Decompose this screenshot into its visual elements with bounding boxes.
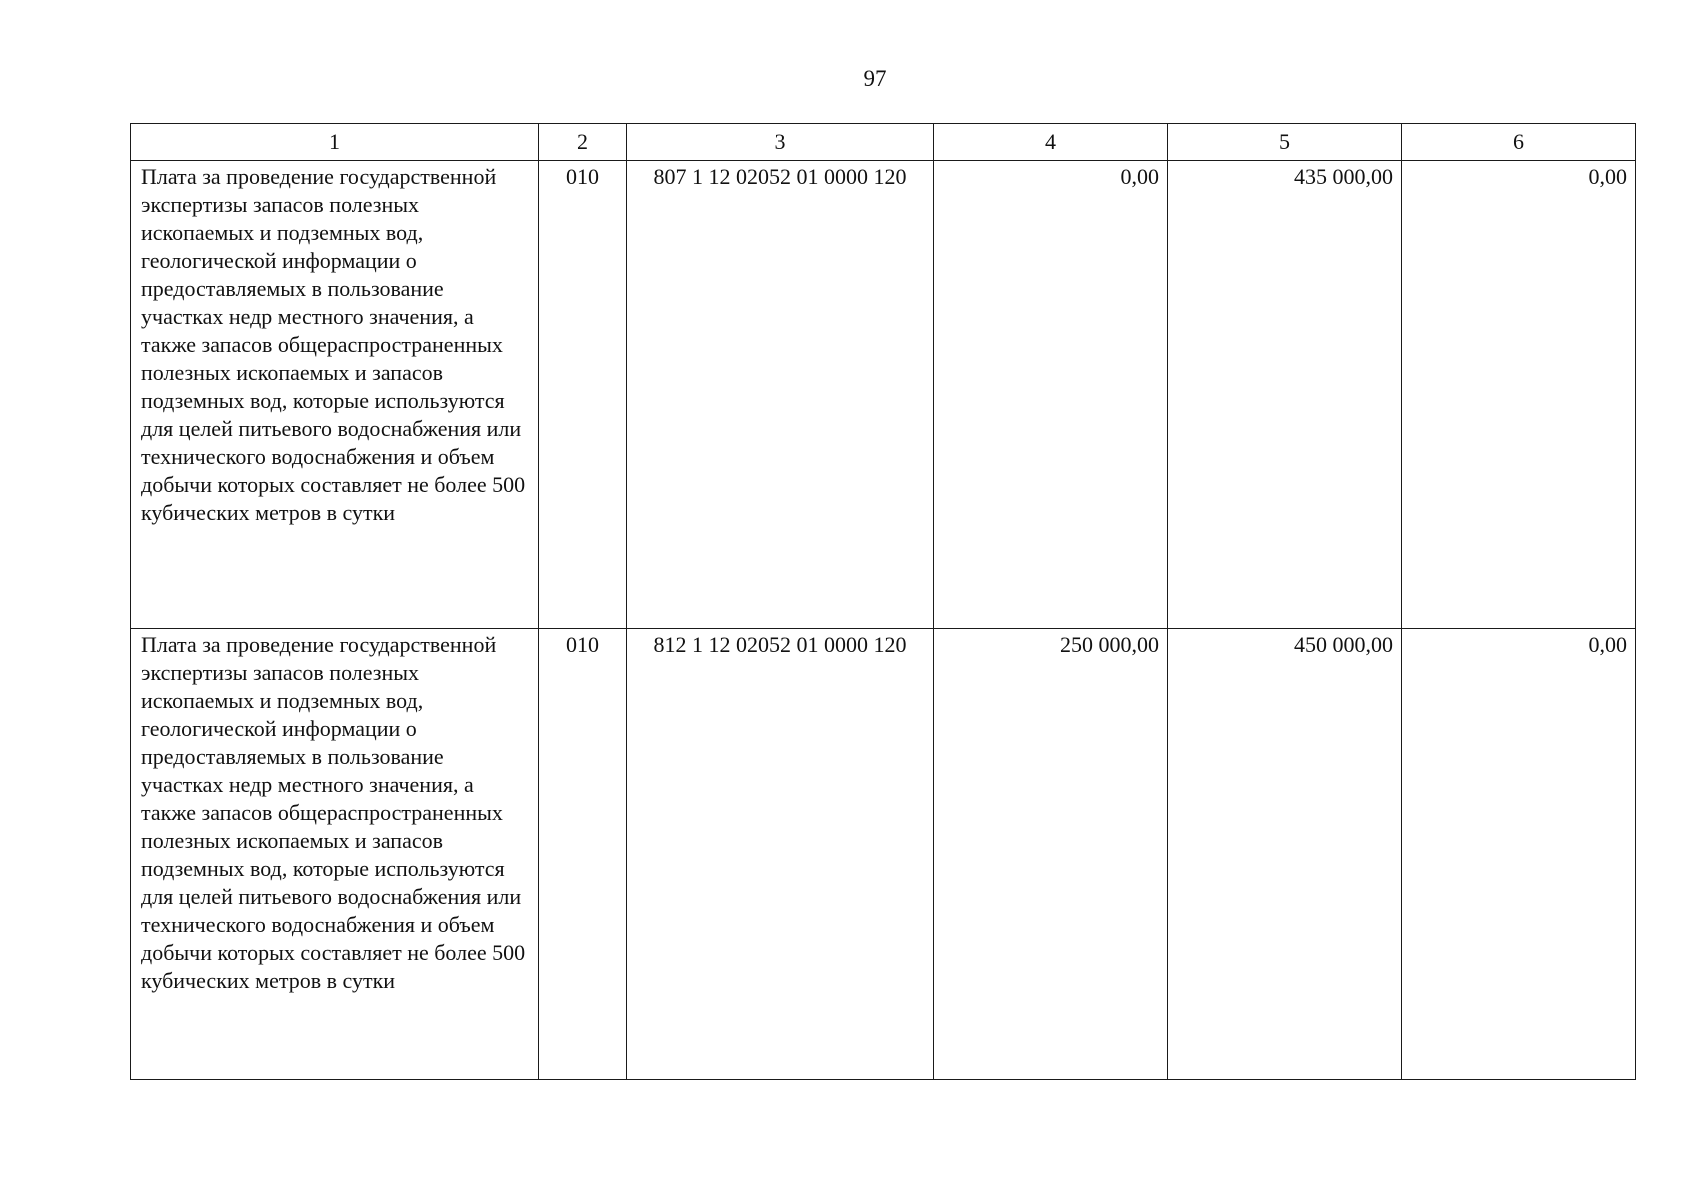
- row-value-col4: 250 000,00: [934, 629, 1168, 1080]
- page-number: 97: [863, 66, 887, 91]
- column-header-2: 2: [539, 124, 627, 161]
- row-description: Плата за проведение государственной экспертизы запасов полезных ископаемых и подземных вод, геологической информации о предоставляемых в пользование участках недр местного значения, а также запасов общераспространенных полезных ископаемых и запасов подземных вод, которые используются для целей питьевого водоснабжения или технического водоснабжения и объем добычи которых составляет не более 500 кубических метров в сутки: [131, 161, 539, 629]
- row-value-col6: 0,00: [1402, 161, 1636, 629]
- column-header-3: 3: [627, 124, 934, 161]
- column-header-6: 6: [1402, 124, 1636, 161]
- row-value-col5: 450 000,00: [1168, 629, 1402, 1080]
- row-description: Плата за проведение государственной экспертизы запасов полезных ископаемых и подземных вод, геологической информации о предоставляемых в пользование участках недр местного значения, а также запасов общераспространенных полезных ископаемых и запасов подземных вод, которые используются для целей питьевого водоснабжения или технического водоснабжения и объем добычи которых составляет не более 500 кубических метров в сутки: [131, 629, 539, 1080]
- row-budget-code: 807 1 12 02052 01 0000 120: [627, 161, 934, 629]
- table-row: [131, 629, 1636, 1080]
- row-line-code: 010: [539, 161, 627, 629]
- row-value-col6: 0,00: [1402, 629, 1636, 1080]
- table-row: [131, 161, 1636, 629]
- row-value-col5: 435 000,00: [1168, 161, 1402, 629]
- column-header-5: 5: [1168, 124, 1402, 161]
- revenue-table: [130, 123, 1636, 1080]
- row-value-col4: 0,00: [934, 161, 1168, 629]
- row-line-code: 010: [539, 629, 627, 1080]
- column-header-1: 1: [131, 124, 539, 161]
- column-header-4: 4: [934, 124, 1168, 161]
- header-row: [131, 124, 1636, 161]
- row-budget-code: 812 1 12 02052 01 0000 120: [627, 629, 934, 1080]
